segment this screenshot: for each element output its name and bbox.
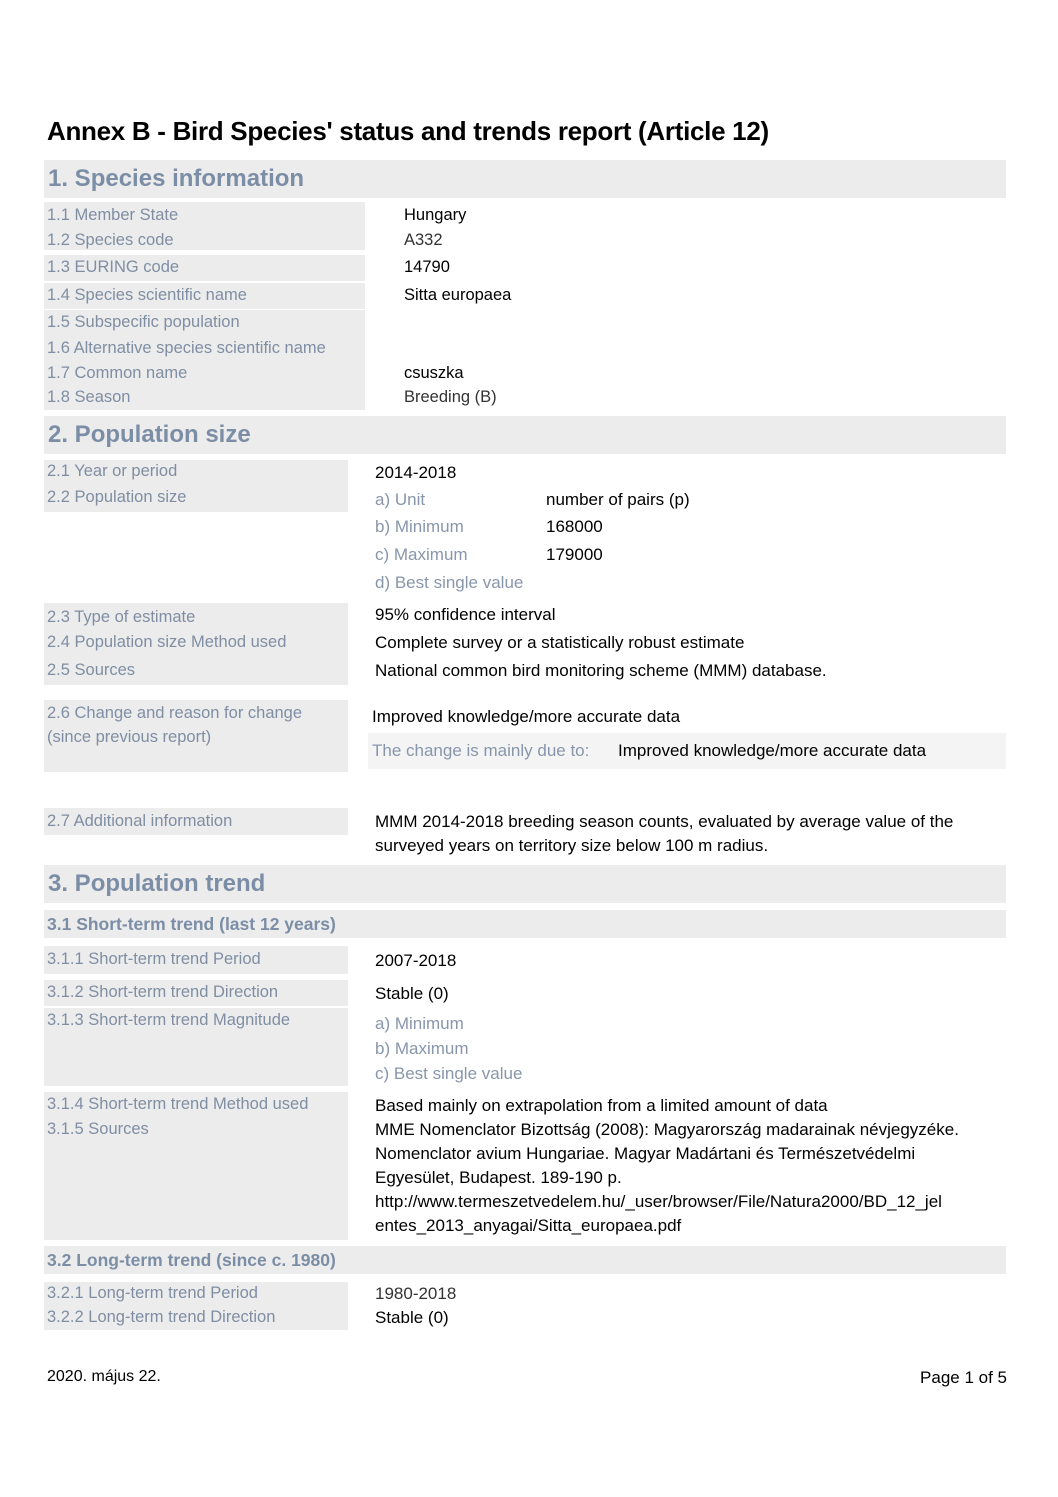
change-reason-label: 2.6 Change and reason for change bbox=[47, 704, 303, 722]
common-name-label: 1.7 Common name bbox=[47, 364, 188, 382]
size-method-value: Complete survey or a statistically robust estimate bbox=[375, 633, 745, 652]
euring-code-label: 1.3 EURING code bbox=[47, 258, 180, 276]
unit-label: a) Unit bbox=[375, 490, 426, 509]
alternative-name-label: 1.6 Alternative species scientific name bbox=[47, 339, 326, 357]
common-name-value: csuszka bbox=[404, 364, 464, 382]
short-sources-line-1: MME Nomenclator Bizottság (2008): Magyarország madarainak névjegyzéke. bbox=[375, 1120, 959, 1139]
euring-code-value: 14790 bbox=[404, 258, 450, 276]
short-period-value: 2007-2018 bbox=[375, 951, 457, 970]
change-reason-label-2: (since previous report) bbox=[47, 728, 212, 746]
long-period-value: 1980-2018 bbox=[375, 1284, 457, 1303]
long-direction-value: Stable (0) bbox=[375, 1308, 449, 1327]
member-state-label: 1.1 Member State bbox=[47, 206, 179, 224]
population-size-label: 2.2 Population size bbox=[47, 488, 187, 506]
long-term-title: 3.2 Long-term trend (since c. 1980) bbox=[47, 1250, 336, 1270]
change-reason-value: Improved knowledge/more accurate data bbox=[372, 707, 681, 726]
species-code-value: A332 bbox=[404, 231, 443, 249]
short-period-label: 3.1.1 Short-term trend Period bbox=[47, 950, 261, 968]
additional-info-line-1: MMM 2014-2018 breeding season counts, evaluated by average value of the bbox=[375, 812, 954, 831]
short-term-title: 3.1 Short-term trend (last 12 years) bbox=[47, 914, 336, 934]
short-method-label: 3.1.4 Short-term trend Method used bbox=[47, 1095, 309, 1113]
section-3-title: 3. Population trend bbox=[48, 870, 266, 897]
year-period-label: 2.1 Year or period bbox=[47, 462, 178, 480]
long-period-label: 3.2.1 Long-term trend Period bbox=[47, 1284, 258, 1302]
type-of-estimate-value: 95% confidence interval bbox=[375, 605, 556, 624]
page-title: Annex B - Bird Species' status and trends report (Article 12) bbox=[47, 116, 769, 146]
short-sources-label: 3.1.5 Sources bbox=[47, 1120, 149, 1138]
minimum-label: b) Minimum bbox=[375, 517, 464, 536]
subspecific-population-label: 1.5 Subspecific population bbox=[47, 313, 240, 331]
sources-value: National common bird monitoring scheme (MMM) database. bbox=[375, 661, 827, 680]
short-direction-label: 3.1.2 Short-term trend Direction bbox=[47, 983, 279, 1001]
additional-info-label: 2.7 Additional information bbox=[47, 812, 233, 830]
short-best-label: c) Best single value bbox=[375, 1064, 523, 1083]
short-sources-line-4[interactable]: http://www.termeszetvedelem.hu/_user/browser/File/Natura2000/BD_12_jel bbox=[375, 1192, 942, 1211]
short-maximum-label: b) Maximum bbox=[375, 1039, 469, 1058]
type-of-estimate-label: 2.3 Type of estimate bbox=[47, 608, 196, 626]
sources-label: 2.5 Sources bbox=[47, 661, 136, 679]
scientific-name-label: 1.4 Species scientific name bbox=[47, 286, 247, 304]
long-direction-label: 3.2.2 Long-term trend Direction bbox=[47, 1308, 276, 1326]
short-sources-line-3: Egyesület, Budapest. 189-190 p. bbox=[375, 1168, 622, 1187]
best-single-value-label: d) Best single value bbox=[375, 573, 524, 592]
maximum-value: 179000 bbox=[546, 545, 603, 564]
season-value: Breeding (B) bbox=[404, 388, 497, 406]
short-sources-line-5[interactable]: entes_2013_anyagai/Sitta_europaea.pdf bbox=[375, 1216, 682, 1235]
unit-value: number of pairs (p) bbox=[546, 490, 690, 509]
footer-date: 2020. május 22. bbox=[47, 1368, 161, 1385]
footer-page-number: Page 1 of 5 bbox=[920, 1368, 1007, 1387]
additional-info-line-2: surveyed years on territory size below 100 m radius. bbox=[375, 836, 769, 855]
short-direction-value: Stable (0) bbox=[375, 984, 449, 1003]
change-due-value: Improved knowledge/more accurate data bbox=[618, 741, 927, 760]
season-label: 1.8 Season bbox=[47, 388, 131, 406]
short-minimum-label: a) Minimum bbox=[375, 1014, 464, 1033]
maximum-label: c) Maximum bbox=[375, 545, 468, 564]
size-method-label: 2.4 Population size Method used bbox=[47, 633, 287, 651]
short-method-value: Based mainly on extrapolation from a limited amount of data bbox=[375, 1096, 828, 1115]
section-1-title: 1. Species information bbox=[48, 165, 305, 192]
species-code-label: 1.2 Species code bbox=[47, 231, 174, 249]
section-2-title: 2. Population size bbox=[48, 421, 251, 448]
scientific-name-value: Sitta europaea bbox=[404, 286, 512, 304]
label-bg bbox=[44, 1092, 348, 1240]
change-due-label: The change is mainly due to: bbox=[372, 741, 590, 760]
minimum-value: 168000 bbox=[546, 517, 603, 536]
short-sources-line-2: Nomenclator avium Hungariae. Magyar Madártani és Természetvédelmi bbox=[375, 1144, 916, 1163]
year-period-value: 2014-2018 bbox=[375, 463, 457, 482]
member-state-value: Hungary bbox=[404, 206, 467, 224]
short-magnitude-label: 3.1.3 Short-term trend Magnitude bbox=[47, 1011, 291, 1029]
